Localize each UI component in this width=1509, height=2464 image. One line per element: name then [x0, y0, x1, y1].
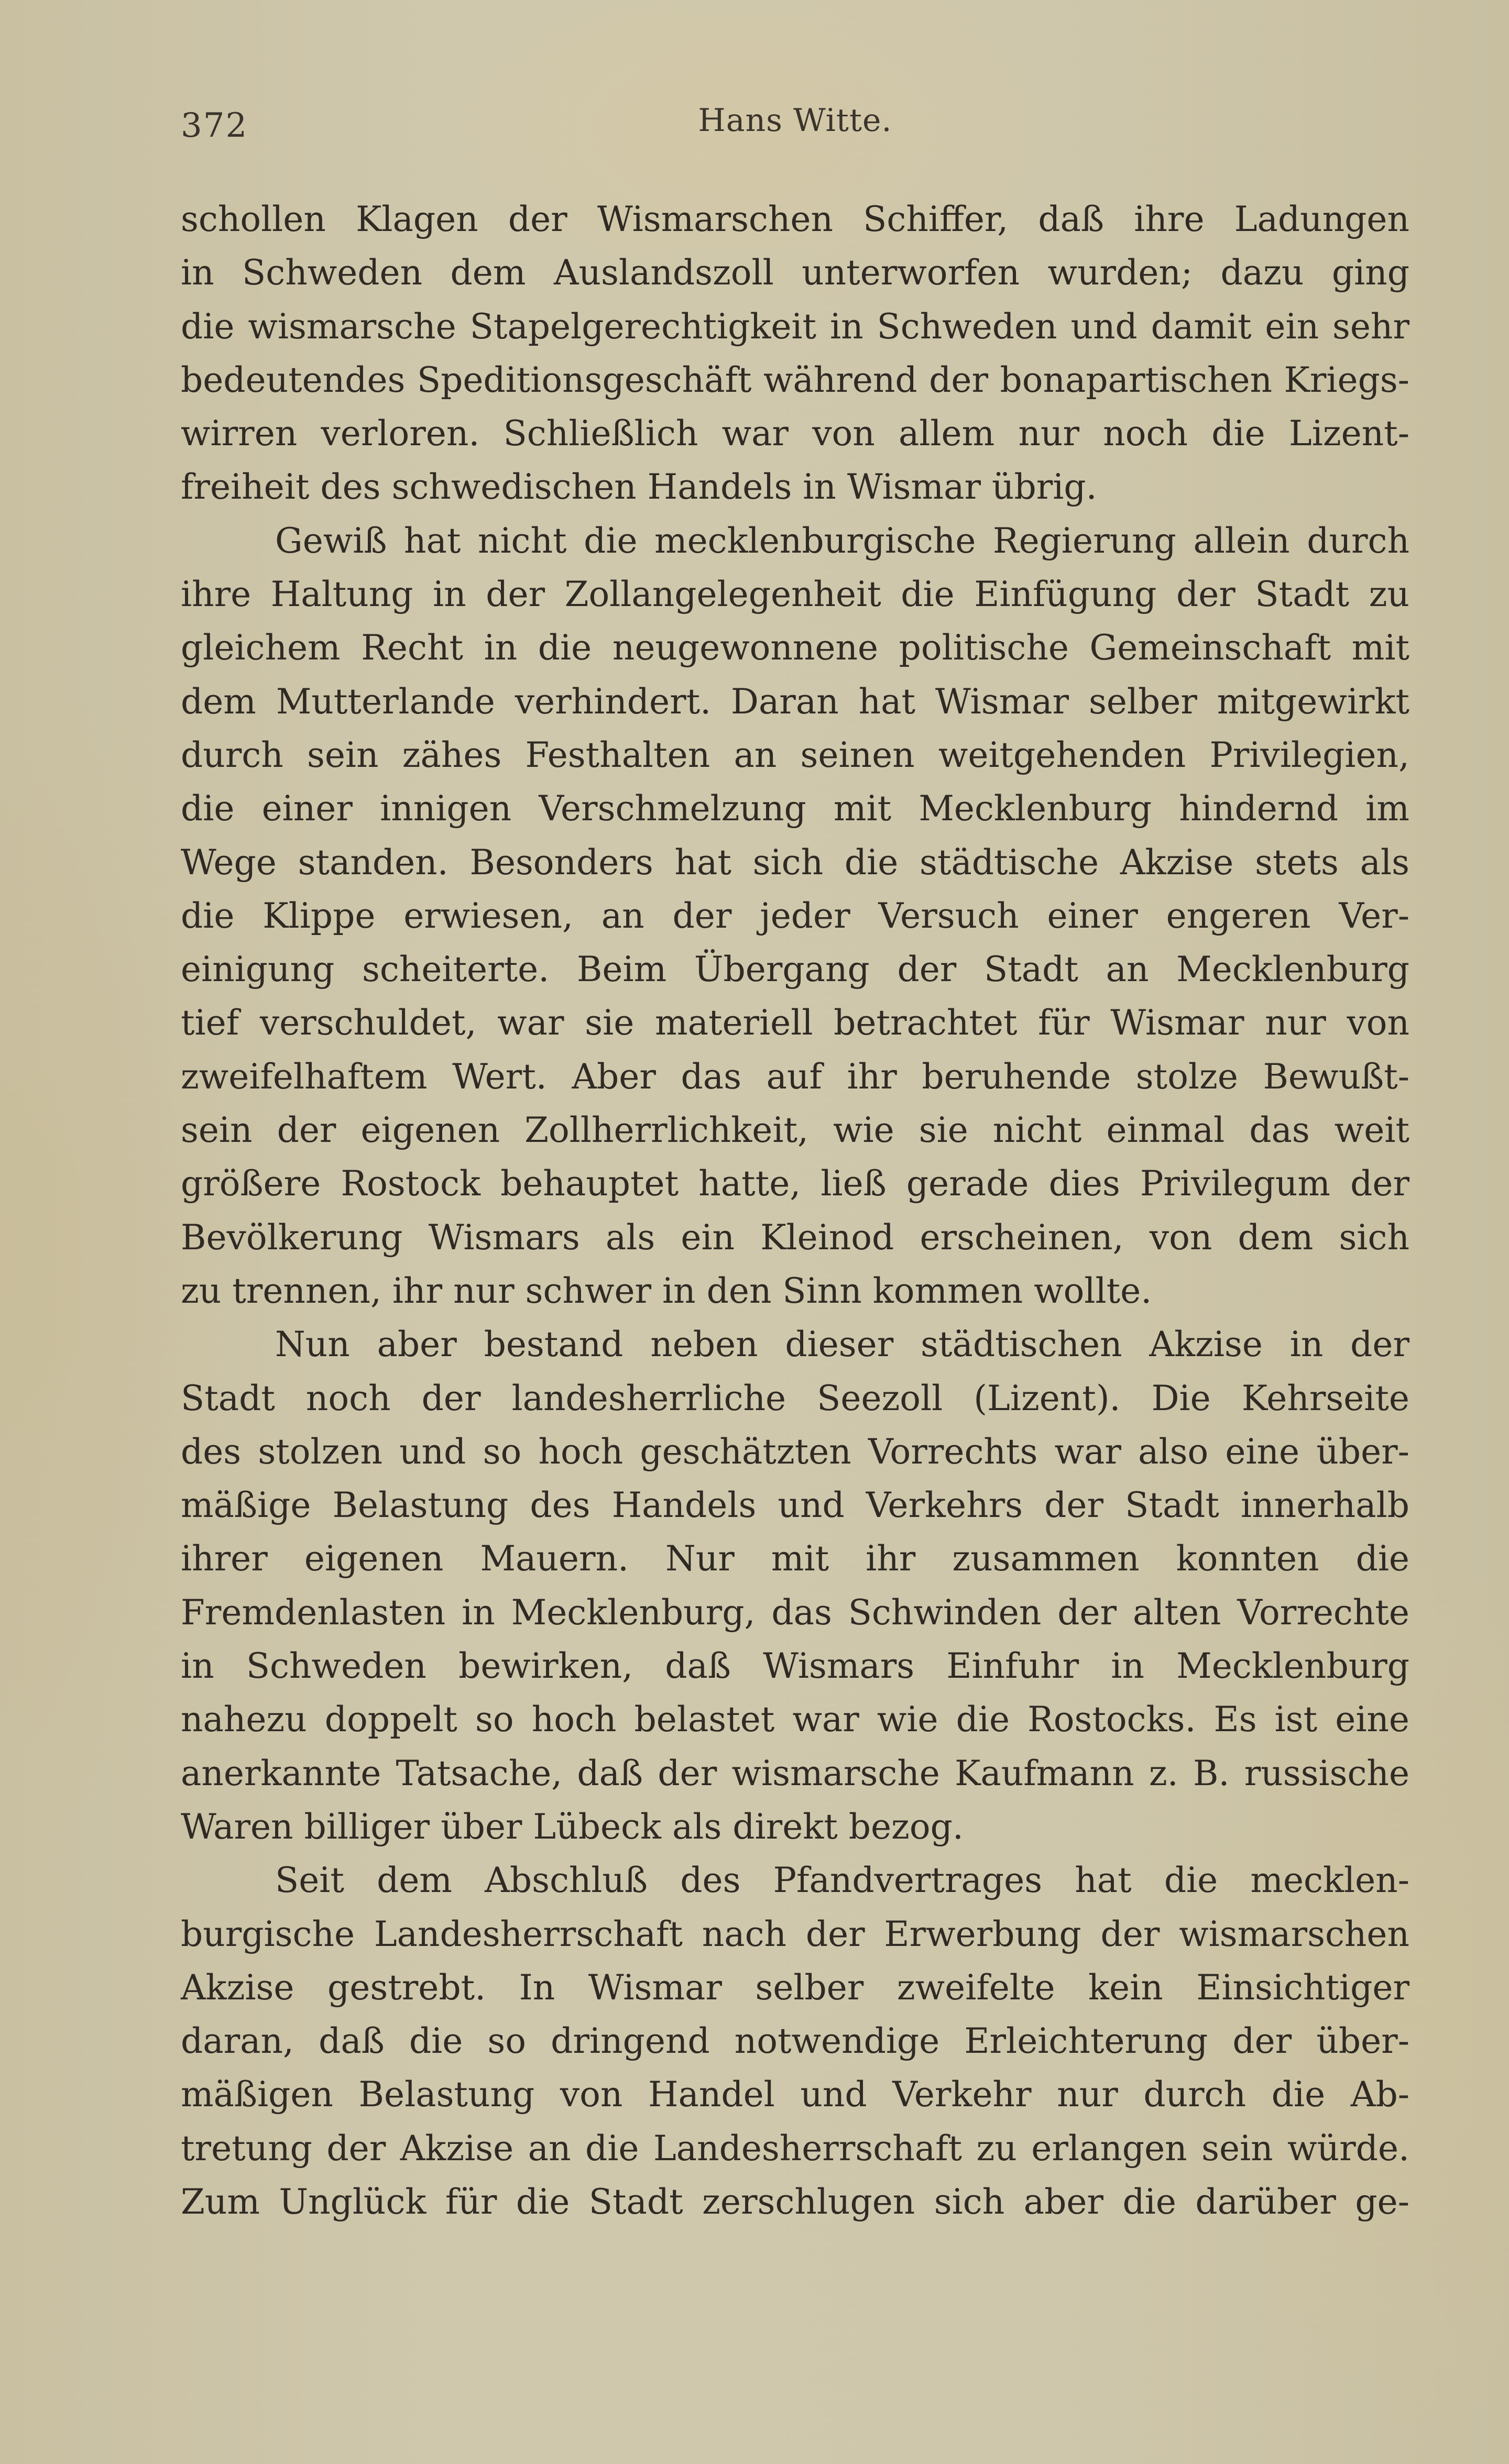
text-line: dem Mutterlande verhindert. Daran hat Wismar selber mitgewirkt	[181, 681, 1409, 722]
running-head	[181, 102, 1409, 149]
text-line: durch sein zähes Festhalten an seinen weitgehenden Privilegien,	[181, 734, 1409, 775]
text-line: ihrer eigenen Mauern. Nur mit ihr zusammen konnten die	[181, 1538, 1409, 1579]
text-line: des stolzen und so hoch geschätzten Vorrechts war also eine über-	[181, 1431, 1409, 1472]
text-line: in Schweden bewirken, daß Wismars Einfuhr in Mecklenburg	[181, 1646, 1409, 1687]
text-line: Nun aber bestand neben dieser städtischen Akzise in der	[275, 1324, 1409, 1365]
text-line: tief verschuldet, war sie materiell betrachtet für Wismar nur von	[181, 1003, 1409, 1043]
text-line: Zum Unglück für die Stadt zerschlugen sich aber die darüber ge-	[181, 2181, 1409, 2222]
text-line: bedeutendes Speditionsgeschäft während der bonapartischen Kriegs-	[181, 359, 1409, 400]
paragraph	[181, 1318, 1409, 1854]
text-line: ihre Haltung in der Zollangelegenheit die Einfügung der Stadt zu	[181, 574, 1409, 615]
text-line: sein der eigenen Zollherrlichkeit, wie sie nicht einmal das weit	[181, 1110, 1409, 1151]
text-line: freiheit des schwedischen Handels in Wismar übrig.	[181, 467, 1097, 508]
text-line: Gewiß hat nicht die mecklenburgische Regierung allein durch	[275, 520, 1409, 561]
text-line: anerkannte Tatsache, daß der wismarsche Kaufmann z. B. russische	[181, 1753, 1409, 1794]
text-line: größere Rostock behauptet hatte, ließ gerade dies Privilegum der	[181, 1163, 1409, 1204]
text-line: Akzise gestrebt. In Wismar selber zweifelte kein Einsichtiger	[181, 1967, 1409, 2008]
text-line: schollen Klagen der Wismarschen Schiffer, daß ihre Ladungen	[181, 199, 1409, 239]
text-line: gleichem Recht in die neugewonnene politische Gemeinschaft mit	[181, 628, 1409, 668]
text-line: Waren billiger über Lübeck als direkt bezog.	[181, 1806, 964, 1847]
text-line: daran, daß die so dringend notwendige Erleichterung der über-	[181, 2021, 1409, 2062]
text-line: einigung scheiterte. Beim Übergang der Stadt an Mecklenburg	[181, 949, 1409, 990]
text-line: die Klippe erwiesen, an der jeder Versuch einer engeren Ver-	[181, 895, 1409, 936]
body-text	[181, 193, 1409, 2229]
text-line: zu trennen, ihr nur schwer in den Sinn kommen wollte.	[181, 1270, 1152, 1311]
text-line: mäßigen Belastung von Handel und Verkehr nur durch die Ab-	[181, 2074, 1409, 2115]
text-line: Wege standen. Besonders hat sich die städtische Akzise stets als	[181, 842, 1409, 883]
text-line: mäßige Belastung des Handels und Verkehrs der Stadt innerhalb	[181, 1485, 1409, 1526]
text-line: Fremdenlasten in Mecklenburg, das Schwinden der alten Vorrechte	[181, 1592, 1409, 1633]
text-line: nahezu doppelt so hoch belastet war wie die Rostocks. Es ist eine	[181, 1699, 1409, 1740]
text-line: tretung der Akzise an die Landesherrschaft zu erlangen sein würde.	[181, 2128, 1409, 2169]
text-line: die einer innigen Verschmelzung mit Mecklenburg hindernd im	[181, 788, 1409, 829]
text-line: burgische Landesherrschaft nach der Erwerbung der wismarschen	[181, 1913, 1409, 1954]
text-line: wirren verloren. Schließlich war von allem nur noch die Lizent-	[181, 413, 1409, 454]
text-line: zweifelhaftem Wert. Aber das auf ihr beruhende stolze Bewußt-	[181, 1056, 1409, 1097]
text-line: Stadt noch der landesherrliche Seezoll (Lizent). Die Kehrseite	[181, 1378, 1409, 1418]
page-number: 372	[181, 106, 248, 145]
text-line: die wismarsche Stapelgerechtigkeit in Schweden und damit ein sehr	[181, 306, 1409, 347]
paragraph	[181, 193, 1409, 514]
text-line: Bevölkerung Wismars als ein Kleinod erscheinen, von dem sich	[181, 1217, 1409, 1258]
text-line: Seit dem Abschluß des Pfandvertrages hat die mecklen-	[275, 1860, 1409, 1901]
paragraph	[181, 514, 1409, 1318]
text-line: in Schweden dem Auslandszoll unterworfen wurden; dazu ging	[181, 252, 1409, 293]
running-title: Hans Witte.	[698, 102, 892, 139]
paragraph	[181, 1854, 1409, 2229]
